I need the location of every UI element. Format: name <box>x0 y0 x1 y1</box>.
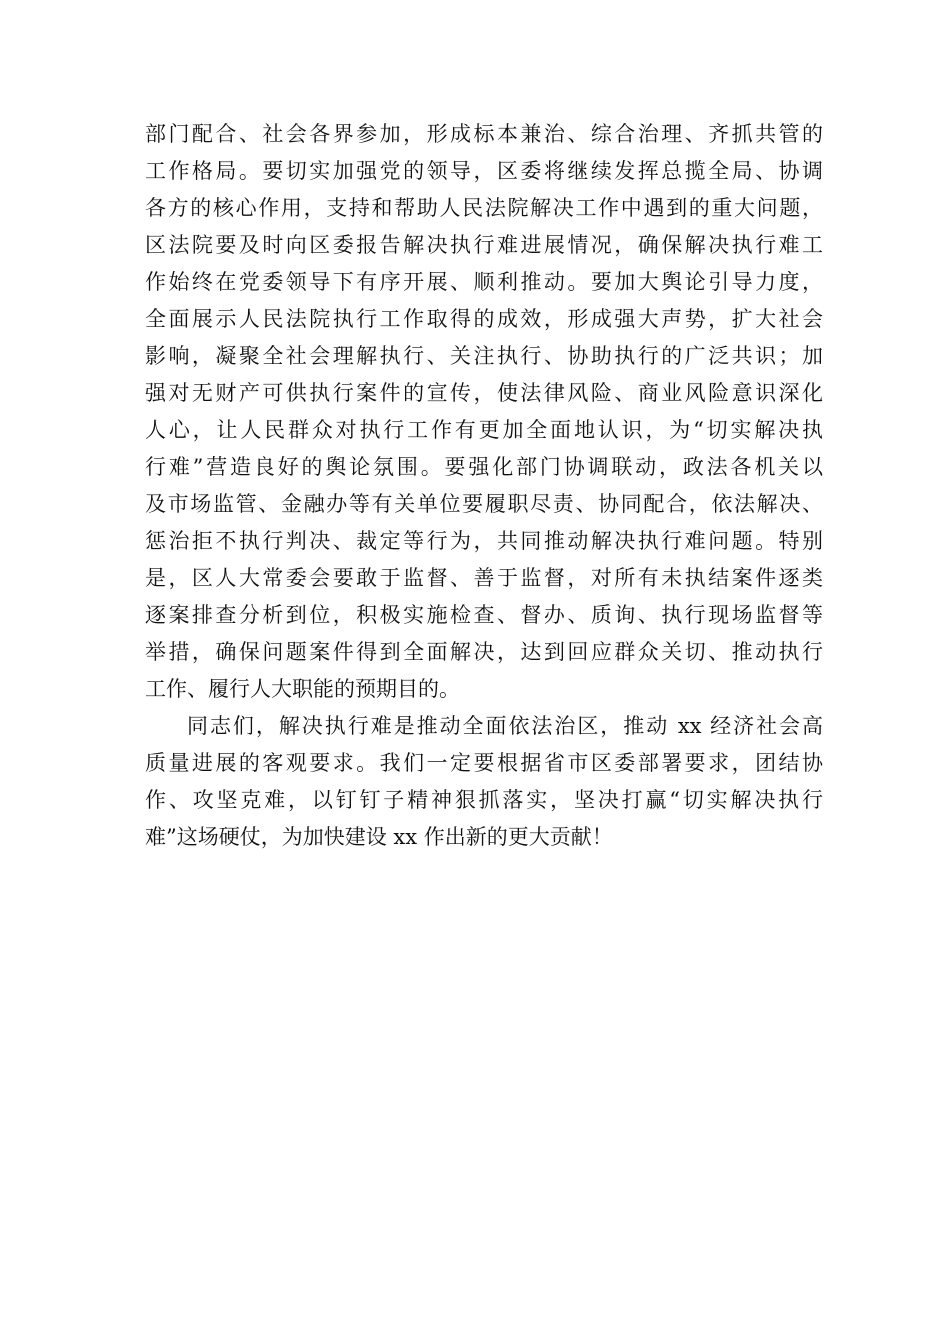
text-line: 逐案排查分析到位，积极实施检查、督办、质询、执行现场监督等 <box>145 603 823 627</box>
text-line: 人心，让人民群众对执行工作有更加全面地认识，为“切实解决执 <box>145 418 823 442</box>
text-line: 举措，确保问题案件得到全面解决，达到回应群众关切、推动执行 <box>145 640 823 664</box>
document-body <box>145 116 823 856</box>
paragraph-1 <box>145 116 823 708</box>
text-line: 各方的核心作用，支持和帮助人民法院解决工作中遇到的重大问题， <box>145 196 823 220</box>
text-line: 是，区人大常委会要敢于监督、善于监督，对所有未执结案件逐类 <box>145 566 823 590</box>
text-line: 影响，凝聚全社会理解执行、关注执行、协助执行的广泛共识；加 <box>145 344 823 368</box>
text-line: 难”这场硬仗，为加快建设 xx 作出新的更大贡献！ <box>145 825 613 849</box>
text-line: 强对无财产可供执行案件的宣传，使法律风险、商业风险意识深化 <box>145 381 823 405</box>
text-line: 惩治拒不执行判决、裁定等行为，共同推动解决执行难问题。特别 <box>145 529 823 553</box>
text-line: 作、攻坚克难，以钉钉子精神狠抓落实，坚决打赢“切实解决执行 <box>145 788 823 812</box>
text-line: 质量进展的客观要求。我们一定要根据省市区委部署要求，团结协 <box>145 751 823 775</box>
text-line: 部门配合、社会各界参加，形成标本兼治、综合治理、齐抓共管的 <box>145 122 823 146</box>
text-line: 及市场监管、金融办等有关单位要履职尽责、协同配合，依法解决、 <box>145 492 823 516</box>
text-line: 工作格局。要切实加强党的领导，区委将继续发挥总揽全局、协调 <box>145 159 823 183</box>
text-line: 同志们，解决执行难是推动全面依法治区，推动 xx 经济社会高 <box>187 714 823 738</box>
text-line: 作始终在党委领导下有序开展、顺利推动。要加大舆论引导力度， <box>145 270 823 294</box>
paragraph-2 <box>145 708 823 856</box>
text-line: 行难”营造良好的舆论氛围。要强化部门协调联动，政法各机关以 <box>145 455 823 479</box>
text-line: 工作、履行人大职能的预期目的。 <box>145 677 460 701</box>
text-line: 区法院要及时向区委报告解决执行难进展情况，确保解决执行难工 <box>145 233 823 257</box>
text-line: 全面展示人民法院执行工作取得的成效，形成强大声势，扩大社会 <box>145 307 823 331</box>
